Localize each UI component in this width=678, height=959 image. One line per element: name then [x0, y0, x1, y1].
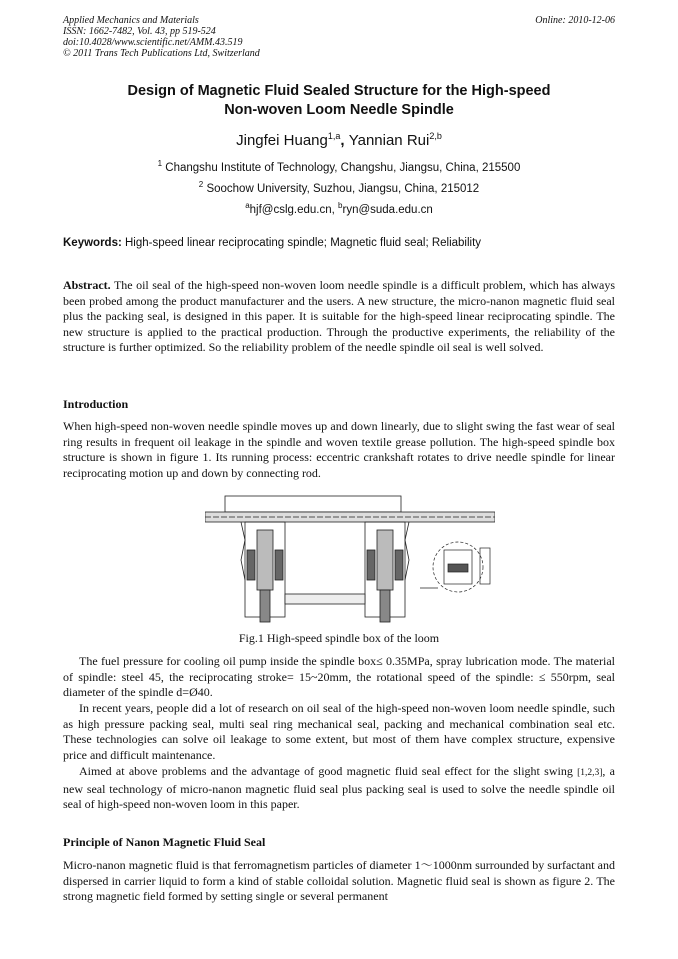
paragraph-fuel-pressure: The fuel pressure for cooling oil pump inside the spindle box≤ 0.35MPa, spray lubrication mode. The material of spindle: steel 45, the reciprocating stroke= 15~20mm, the rotational speed of the spindle: ≤ 550rpm, seal diameter of the spindle d=Ø40. [63, 654, 615, 700]
online-date: Online: 2010-12-06 [535, 15, 615, 26]
keywords-label: Keywords: [63, 237, 122, 249]
title-line-1: Design of Magnetic Fluid Sealed Structure for the High-speed [127, 83, 551, 99]
affiliation-2-sup: 2 [198, 180, 204, 189]
paper-title [40, 82, 638, 120]
figure-left-spindle [260, 590, 270, 622]
issn-line: ISSN: 1662-7482, Vol. 43, pp 519-524 [63, 26, 216, 37]
author-sep: , [340, 132, 349, 149]
keywords [63, 237, 615, 249]
affiliation-2 [40, 180, 638, 195]
email-b-sup: b [338, 201, 343, 210]
figure-right-spindle [380, 590, 390, 622]
copyright-line: © 2011 Trans Tech Publications Ltd, Switzerland [63, 48, 260, 59]
author-2-sup: 2,b [429, 131, 442, 141]
email-b: ryn@suda.edu.cn [342, 203, 433, 216]
paragraph-aim-end: , a new seal technology of micro-nanon magnetic fluid seal plus packing seal is used to solve the needle spindle oil seal of high-speed non-woven loom in this paper. [63, 764, 616, 812]
email-a-sup: a [245, 201, 250, 210]
intro-paragraph: When high-speed non-woven needle spindle moves up and down linearly, due to slight swing the fast wear of seal ring results in frequent oil leakage in the spindle and woven textile grease pollution. The high-speed spindle box structure is shown in figure 1. Its running process: eccentric crankshaft rotates to drive needle spindle for linear reciprocating motion up and down by connecting rod. [63, 419, 615, 480]
citation-ref: [1,2,3] [577, 768, 603, 778]
author-2: Yannian Rui [348, 132, 430, 149]
principle-heading: Principle of Nanon Magnetic Fluid Seal [63, 835, 266, 849]
abstract [63, 278, 615, 356]
authors [40, 131, 638, 149]
figure-cross-bar [285, 594, 365, 604]
publication-header [63, 15, 260, 59]
figure-1-caption: Fig.1 High-speed spindle box of the loom [238, 631, 440, 645]
email-a: hjf@cslg.edu.cn, [249, 203, 339, 216]
paragraph-magnetic-fluid: Micro-nanon magnetic fluid is that ferromagnetism particles of diameter 1～1000nm surrounded by surfactant and dispersed in carrier liquid to form a kind of stable colloidal solution. Magnetic fluid seal is shown as figure 2. The strong magnetic field formed by setting single or several permanent [63, 858, 615, 904]
abstract-text: The oil seal of the high-speed non-woven loom needle spindle is a difficult problem, which has always been probed among the product manufacturer and the users. A new structure, the micro-nanon magnetic fluid seal plus the packing seal, is designed in this paper. It is suitable for the high-speed linear reciprocating spindle. The new structure is applied to the practical production. Through the productive experiments, the reliability of the structure is further optimized. So the reliability problem of the needle spindle oil seal is well solved. [63, 278, 615, 355]
affiliation-1-text: Changshu Institute of Technology, Changshu, Jiangsu, China, 215500 [165, 161, 521, 174]
title-line-2: Non-woven Loom Needle Spindle [224, 102, 454, 118]
paragraph-aim-start: Aimed at above problems and the advantage of good magnetic fluid seal effect for the slight swing [79, 764, 578, 778]
paragraph-research: In recent years, people did a lot of research on oil seal of the high-speed non-woven loom needle spindle, such as high pressure packing seal, multi seal ring mechanical seal, packing and mechanical combination seal etc. These technologies can solve oil leakage to some extent, but most of them have complex structure, expensive price and difficult maintenance. [63, 701, 615, 762]
affiliation-1 [40, 159, 638, 174]
keywords-text: High-speed linear reciprocating spindle; Magnetic fluid seal; Reliability [125, 237, 482, 249]
journal-name: Applied Mechanics and Materials [63, 15, 199, 26]
figure-top-frame [225, 496, 401, 512]
doi-line: doi:10.4028/www.scientific.net/AMM.43.519 [63, 37, 243, 48]
emails [40, 201, 638, 216]
introduction-heading: Introduction [63, 397, 129, 411]
author-1: Jingfei Huang [236, 132, 328, 149]
paragraph-aim [63, 764, 615, 813]
author-1-sup: 1,a [327, 131, 341, 141]
abstract-label: Abstract. [63, 278, 111, 292]
affiliation-2-text: Soochow University, Suzhou, Jiangsu, China, 215012 [206, 182, 480, 195]
seal-detail-figure [418, 540, 498, 595]
affiliation-1-sup: 1 [157, 159, 163, 168]
